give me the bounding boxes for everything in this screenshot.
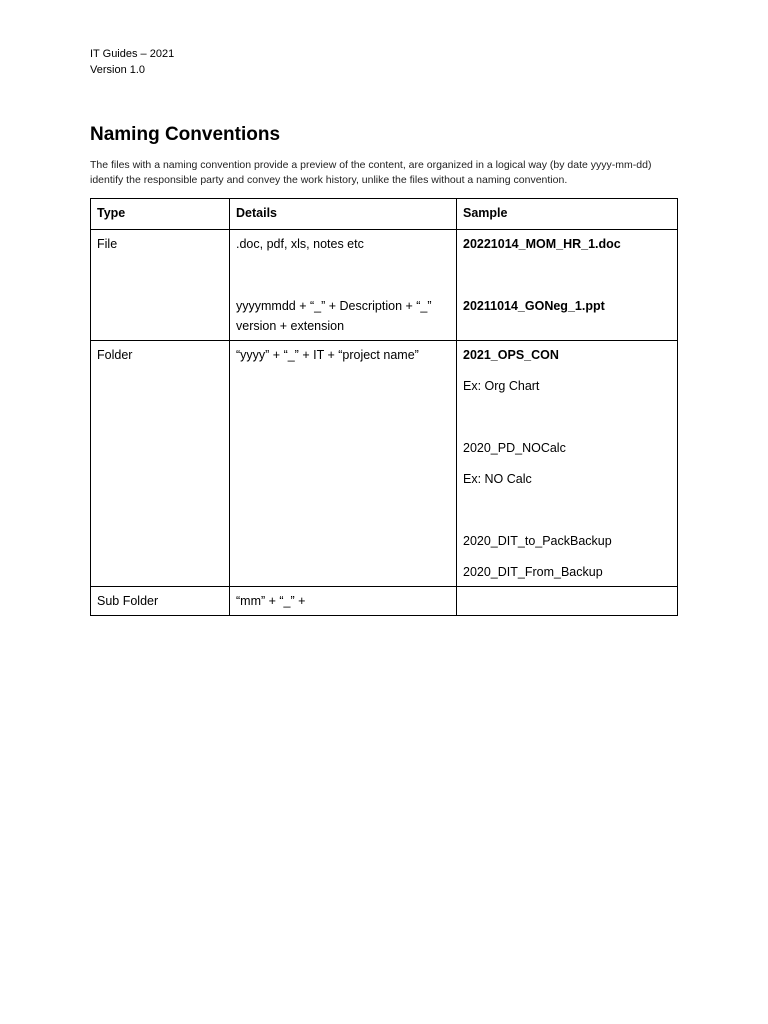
spacer — [463, 254, 671, 296]
spacer — [463, 396, 671, 438]
details-line: “mm” + “_” + — [236, 594, 306, 608]
spacer — [236, 254, 450, 296]
cell-type: Sub Folder — [91, 587, 230, 616]
cell-sample — [457, 230, 678, 341]
column-header-sample: Sample — [457, 199, 678, 230]
sample-name: 20211014_GONeg_1.ppt — [463, 299, 605, 313]
details-line: “yyyy” + “_” + IT + “project name” — [236, 348, 419, 362]
sample-name: 2020_DIT_to_PackBackup — [463, 534, 612, 548]
cell-details — [230, 230, 457, 341]
page-title: Naming Conventions — [90, 124, 281, 145]
cell-type: Folder — [91, 341, 230, 587]
cell-sample-empty — [457, 587, 678, 616]
table-row-file — [91, 230, 678, 341]
header-version: Version 1.0 — [90, 64, 146, 76]
header-guide-title: IT Guides – 2021 — [90, 48, 175, 60]
column-header-type: Type — [91, 199, 230, 230]
spacer — [463, 489, 671, 531]
intro-paragraph: The files with a naming convention provide a preview of the content, are organized in a logical way (by date yyyy-mm-dd) identify the responsible party and convey the work history, unlike the files without a naming convention. — [90, 159, 652, 186]
table-row-folder — [91, 341, 678, 587]
spacer — [463, 551, 671, 562]
table-row-sub-folder — [91, 587, 678, 616]
naming-conventions-table — [90, 198, 678, 616]
sample-name: 2021_OPS_CON — [463, 348, 559, 362]
sample-name: 2020_PD_NOCalc — [463, 441, 566, 455]
sample-example: Ex: Org Chart — [463, 379, 540, 393]
sample-example: Ex: NO Calc — [463, 472, 532, 486]
table-header-row — [91, 199, 678, 230]
cell-details — [230, 587, 457, 616]
spacer — [463, 365, 671, 376]
cell-details — [230, 341, 457, 587]
details-line: yyyymmdd + “_” + Description + “_” version + extension — [236, 299, 432, 333]
sample-name: 20221014_MOM_HR_1.doc — [463, 237, 621, 251]
details-line: .doc, pdf, xls, notes etc — [236, 237, 364, 251]
spacer — [463, 458, 671, 469]
cell-type: File — [91, 230, 230, 341]
sample-name: 2020_DIT_From_Backup — [463, 565, 603, 579]
cell-sample — [457, 341, 678, 587]
column-header-details: Details — [230, 199, 457, 230]
document-header — [90, 46, 174, 78]
